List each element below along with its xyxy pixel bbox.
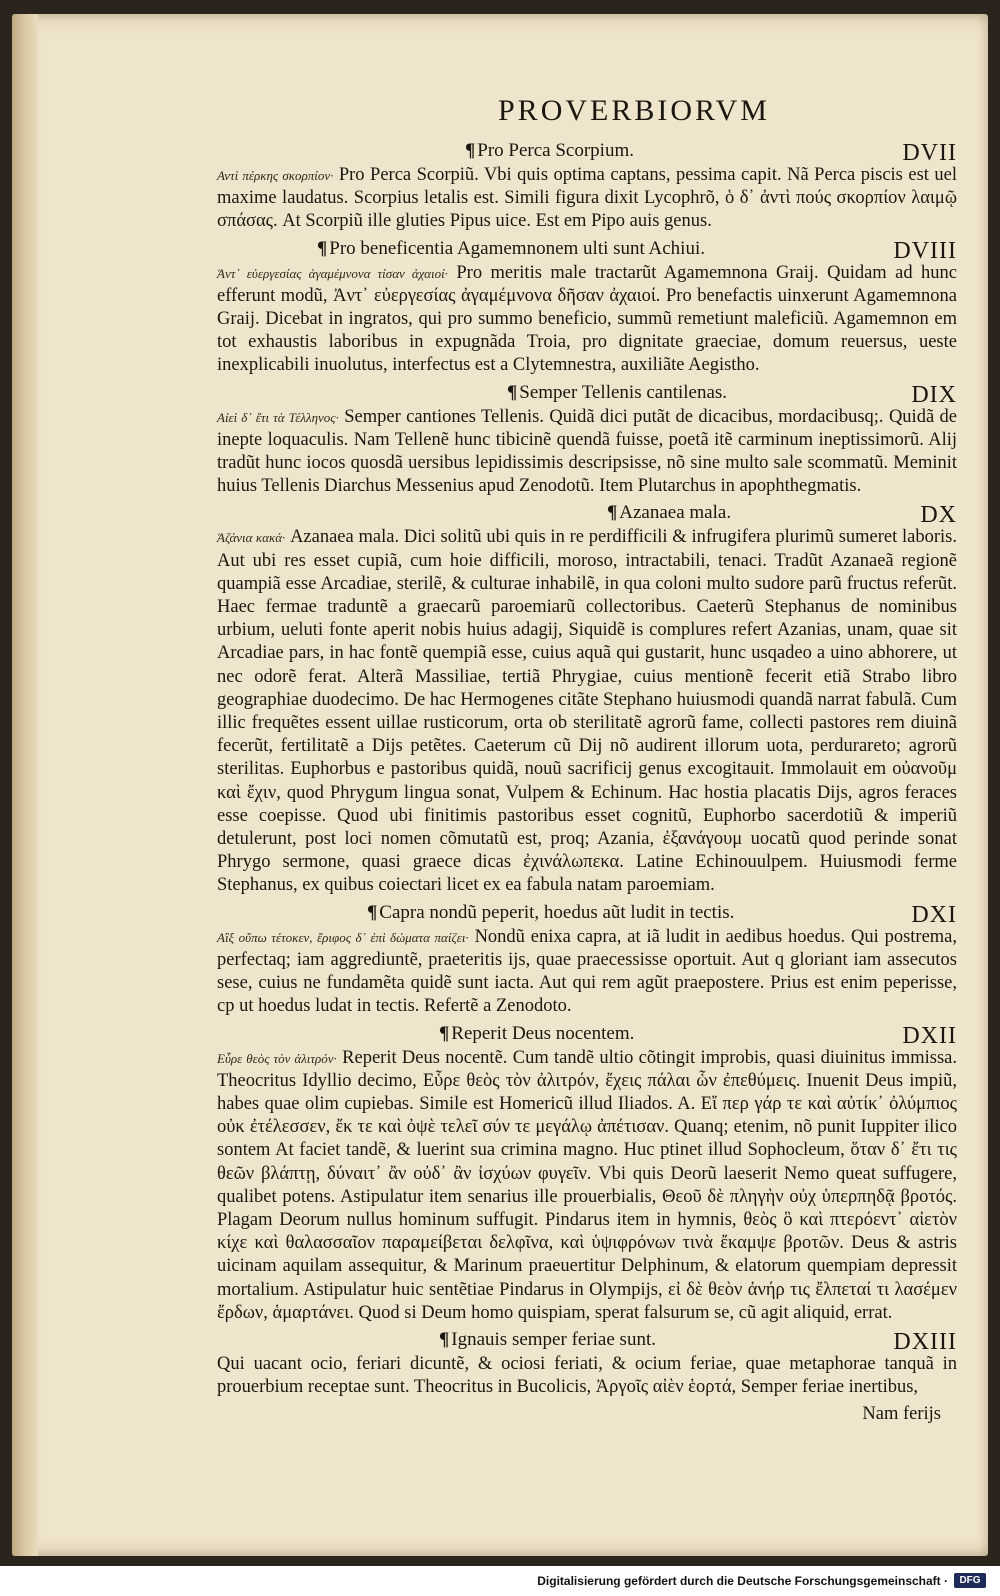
entry-title: ¶ Azanaea mala. [607,502,732,524]
proverb-entry [217,1329,957,1399]
pilcrow-icon: ¶ [439,1328,450,1350]
catchword: Nam ferijs [862,1404,941,1425]
entry-heading [217,1023,957,1047]
pilcrow-icon: ¶ [367,901,378,923]
entry-body: Qui uacant ocio, feriari dicuntẽ, & ociosi feriati, & ocium feriae, quae metaphorae tanquã in prouerbium receptae sunt. Theocritus in Bucolicis, Ἀργοῖς αἰὲν ἑορτά, Semper feriae inertibus, [217,1353,957,1398]
proverb-entry [217,140,957,234]
proverb-entry [217,1023,957,1325]
entry-heading [217,140,957,164]
entry-title: ¶ Capra nondũ peperit, hoedus aũt ludit in tectis. [367,901,735,923]
entry-title: ¶ Pro Perca Scorpium. [465,140,634,161]
book-page [12,14,988,1556]
entry-number: DX [920,502,957,529]
text-block [217,140,957,1426]
proverb-entry [217,502,957,897]
greek-lemma: Ἀζάνια κακά· [217,530,286,546]
greek-lemma: Αἰεὶ δ᾽ ἔτι τὰ Τέλληνος· [217,409,339,425]
pilcrow-icon: ¶ [607,502,618,524]
entry-body: Αντὶ πέρκης σκορπίον· Pro Perca Scorpiũ. Vbi quis optima captans, pessima capit. Nã Perca piscis est uel maxime laudatus. Scorpius letalis est. Simili figura dixit Lycophrõ, ὁ δ᾽ ἀντὶ πούς σκορπίον λαιμῷ σπάσας. At Scorpiũ ille gluties Pipus uice. Est em Pipo auis genus. [217,165,957,232]
entry-number: DVIII [893,237,957,264]
dfg-logo: DFG [954,1573,986,1588]
entry-heading [217,382,957,406]
page-gutter-edge [12,14,38,1556]
pilcrow-icon: ¶ [317,237,328,259]
running-head: PROVERBIORVM [498,94,770,127]
entry-heading [217,1329,957,1353]
entry-body: Αἰεὶ δ᾽ ἔτι τὰ Τέλληνος· Semper cantiones Tellenis. Quidã dici putãt de dicacibus, mordacibusq;. Quidã de inepte loquaculis. Nam Tellenẽ hunc tibicinẽ quendã fuisse, poetã itẽ carminum ineptissimorũ. Alij tradũt hunc iocos quosdã uersibus lepidissimis descripsisse, nõ sine multo sale scommatũ. Meminit huius Tellenis Diarchus Messenius apud Zenodotũ. Item Plutarchus in apophthegmatis. [217,406,958,497]
greek-lemma: Εὗρε θεὸς τὸν ἀλιτρόν· [217,1050,337,1066]
entry-title: ¶ Reperit Deus nocentem. [439,1022,635,1044]
entry-title: ¶ Pro beneficentia Agamemnonem ulti sunt Achiui. [317,237,705,259]
greek-lemma: Αἲξ οὔπω τέτοκεν, ἔριφος δ᾽ ἐπὶ δώματα παίζει· [217,929,469,945]
entry-number: DVII [902,140,957,166]
entry-number: DXI [911,901,957,928]
entry-title: ¶ Semper Tellenis cantilenas. [507,381,728,403]
greek-lemma: Αντὶ πέρκης σκορπίον· [217,168,334,183]
pilcrow-icon: ¶ [465,140,476,161]
funding-credit: Digitalisierung gefördert durch die Deutsche Forschungsgemeinschaft · [537,1574,948,1588]
entry-number: DXII [902,1022,957,1049]
proverb-entry [217,382,957,499]
entry-number: DXIII [893,1328,957,1355]
proverb-entry [217,238,957,378]
footer-bar [0,1566,1000,1596]
entry-number: DIX [911,381,957,408]
entry-heading [217,238,957,262]
entry-heading [217,902,957,926]
greek-lemma: Ἀντ᾽ εὐεργεσίας ἀγαμέμνονα τίσαν ἀχαιοί· [217,265,448,281]
entry-title: ¶ Ignauis semper feriae sunt. [439,1328,656,1350]
entry-body: Αἲξ οὔπω τέτοκεν, ἔριφος δ᾽ ἐπὶ δώματα παίζει· Nondũ enixa capra, at iã ludit in aedibus hoedus. Qui postrema, perfectaq; iam aggrediuntẽ, praeteritis ijs, quae praecessisse oportuit. Aut q gloriant iam assecutos sese, cuius ne fundamẽta quidẽ sunt iacta. Aut qui rem agũt praepostere. Prius est enim peperisse, cp ut hoedus ludat in tectis. Refertẽ a Zenodoto. [217,926,958,1017]
pilcrow-icon: ¶ [439,1022,450,1044]
entry-heading [217,502,957,529]
proverb-entry [217,902,957,1019]
pilcrow-icon: ¶ [507,381,518,403]
entry-body: Ἀντ᾽ εὐεργεσίας ἀγαμέμνονα τίσαν ἀχαιοί· Pro meritis male tractarũt Agamemnona Graij. Quidam ad hunc efferunt modũ, Ἀντ᾽ εὐεργεσίας ἀγαμέμνονα δῆσαν ἀχαιοί. Pro benefactis uinxerunt Agamemnona Graij. Dicebat in ingratos, qui pro summo beneficio, summũ remetiunt maleficiũ. Agamemnon em tot exhaustis laboribus in expugnãda Troia, pro dignitate graeciae, domum reuersus, ueste inexplicabili inuolutus, interfectus est a Clytemnestra, auxiliãte Aegistho. [217,262,958,376]
entry-body: Εὗρε θεὸς τὸν ἀλιτρόν· Reperit Deus nocentẽ. Cum tandẽ ultio cõtingit improbis, quasi diuinitus immissa. Theocritus Idyllio decimo, Εὗρε θεὸς τὸν ἀλιτρόν, ἔχεις πάλαι ὧν ἐπεθύμεις. Inuenit Deus impiũ, habes quae olim cupiebas. Simile est Homericũ illud Iliados. A. Εἴ περ γάρ τε καὶ αὐτίκ᾽ ὀλύμπιος οὐκ ἐτέλεσσεν, ἔκ τε καὶ ὀψὲ τελεῖ σύν τε μεγάλῳ ἀπέτισαν. Quanq; etenim, nõ punit Iuppiter ilico sontem At faciet tandẽ, & luerint sua crimina magno. Huc ptinet illud Sophocleum, ὅταν δ᾽ ἔτι τις θεῶν βλάπτῃ, δύναιτ᾽ ἂν οὐδ᾽ ἂν ἰσχύων φυγεῖν. Vbi quis Deorũ laeserit Nemo queat suffugere, qualibet potens. Astipulatur item senarius ille prouerbialis, Θεοῦ δὲ πληγὴν οὐχ ὑπερπηδᾷ βροτός. Plagam Deorum nullus hominum suffugit. Pindarus item in hymnis, θεὸς ὃ καὶ πτερόεντ᾽ αἰετὸν κίχε καὶ θαλασσαῖον παραμείβεται δελφῖνα, καὶ ὑψιφρόνων τινὰ ἔκαμψε βροτῶν. Deus & astris uicinam aquilam assequitur, & Marinum praeuertitur Delphinum, & elatorum quempiam depressit mortalium. Astipulatur huic sentẽtiae Pindarus in Olympijs, εἰ δὲ θεὸν ἀνήρ τις ἔλπεταί τι λασέμεν ἔρδων, ἁμαρτάνει. Quod si Deum homo quispiam, sperat falsurum se, cũ agit aliquid, errat. [217,1047,957,1323]
entry-body: Ἀζάνια κακά· Azanaea mala. Dici solitũ ubi quis in re perdifficili & infrugifera plurimũ sumeret laboris. Aut ubi res esset cupiã, cum hoie difficili, moroso, intractabili, tenaci. Tradũt Azanaeã regionẽ quampiã esse Arcadiae, sterilẽ, & culturae inhabilẽ, in qua coloni multo sudore parũ fructus referũt. Haec fermae traduntẽ a graecarũ paroemiarũ collectoribus. Caeterũ Stephanus de nominibus urbium, ueluti fonte aperit nobis huius adagij, Siquidẽ is complures refert Azanias, unam, quae sit Arcadiae pars, in hac fontẽ quempiã esse, cuius aquã qui gustarit, hunc usqadeo a uino abhorere, ut nec odorẽ ferat. Alterã Massiliae, tertiã Phrygiae, cuius mentionẽ fecerit etiã Strabo libro geographiae duodecimo. De hac Hermogenes citãte Stephano huiusmodi quandã narrat fabulã. Cum illic frequẽtes essent uillae rusticorum, orta ob sterilitatẽ agrorũ fame, collecti pastores rem diuinã fecerũt, fertilitatẽ a Dijs petẽtes. Caeterum cũ Dij nõ audirent illorum uota, perdurareto; agrorũ sterilitas. Euphorbus e pastoribus quidã, nouũ sacrificij genus excogitauit. Immolauit em οὐανοῦμ καὶ ἔχιν, quod Phrygum lingua sonat, Vulpem & Echinum. Hac hostia placatis Dijs, agros feraces esse coepisse. Quod ubi finitimis pastoribus esset cognitũ, Euphorbo sacerdotiũ & imperiũ detulerunt, post loci nomen cõmutatũ est, proq; Azania, ἐξανάγουμ uocatũ quod perinde sonat Phrygo sermone, quasi graece dicas ἐχινάλωπεκα. Latine Echinouulpem. Huiusmodi ferme Stephanus, ex quibus coiectari licet ex ea fabula natam paroemiam. [217,527,958,896]
